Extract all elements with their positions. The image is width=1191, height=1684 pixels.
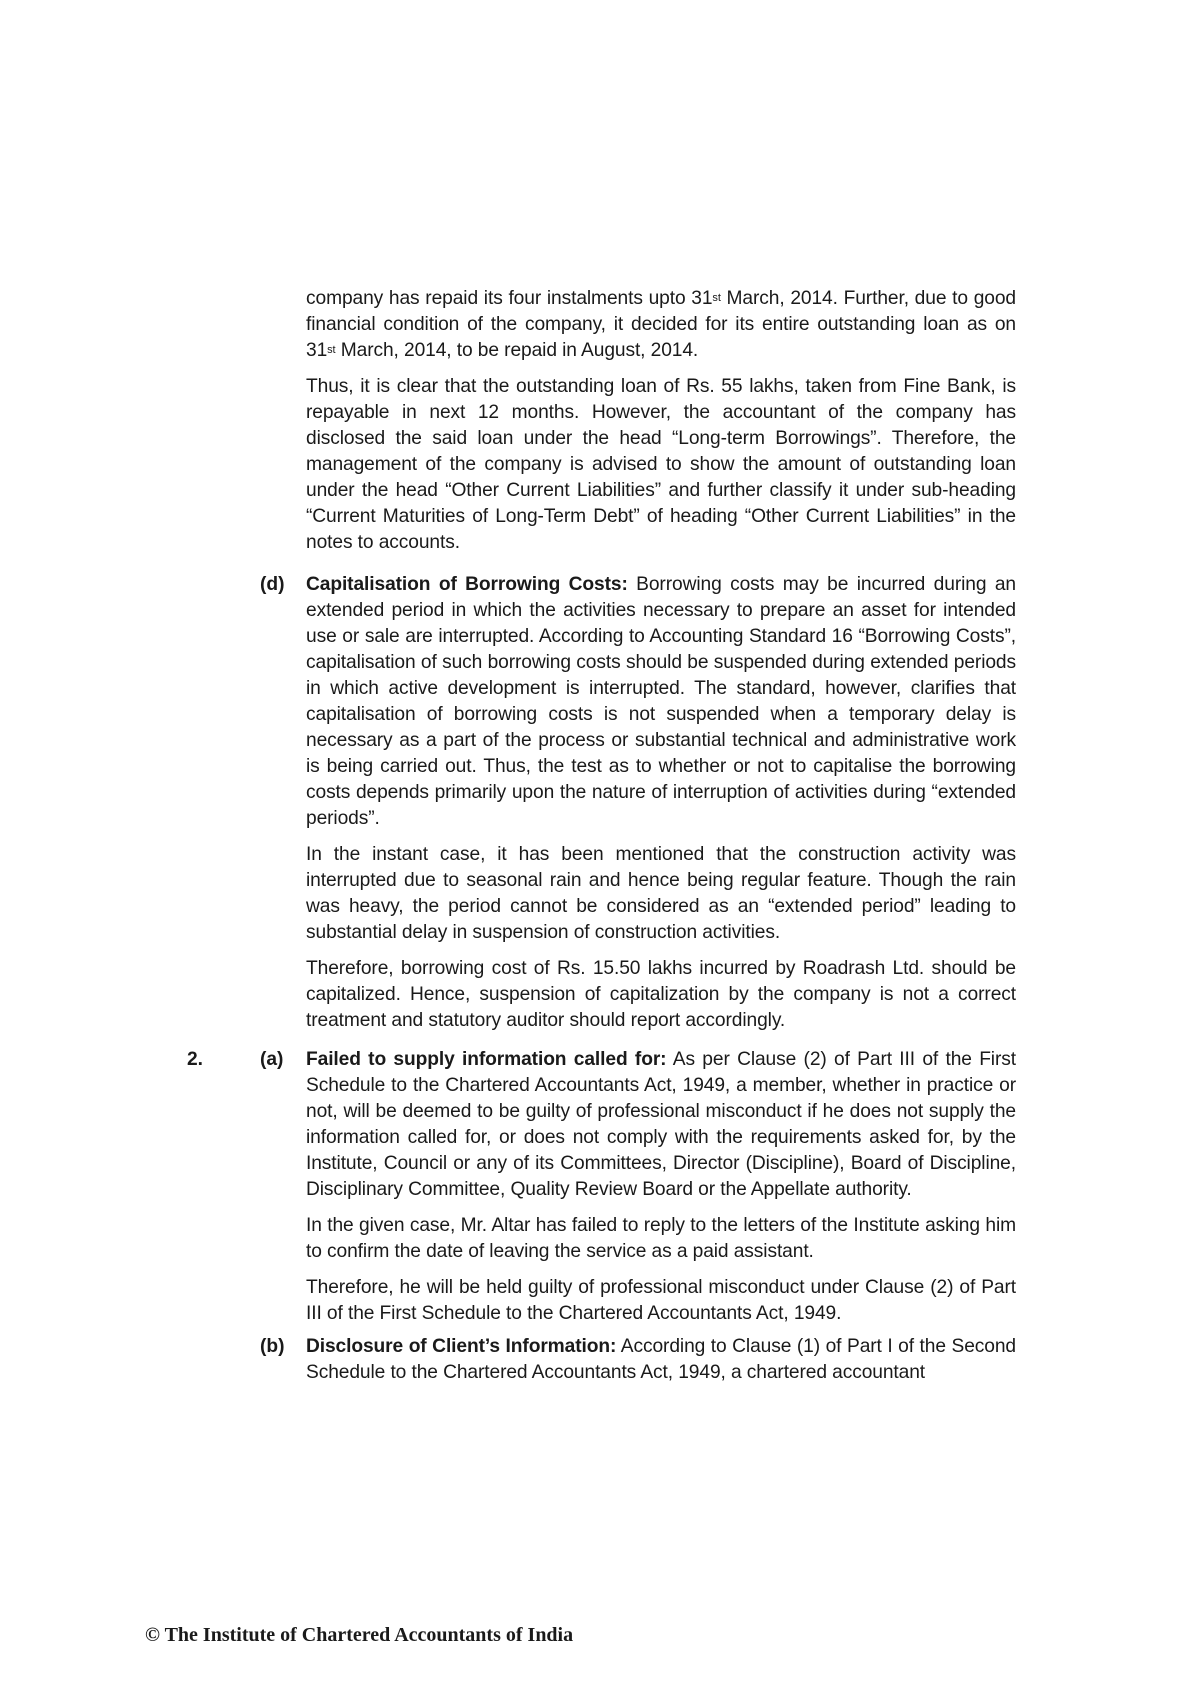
paragraph: Failed to supply information called for: As per Clause (2) of Part III of the First Schedule to the Chartered Accountants Act, 1949, a member, whether in practice or not, will be deemed to be guilty of professional misconduct if he does not supply the information called for, or does not comply with the requirements asked for, by the Institute, Council or any of its Committees, Director (Discipline), Board of Discipline, Disciplinary Committee, Quality Review Board or the Appellate authority. — [306, 1049, 1016, 1200]
continued-section — [306, 286, 1016, 566]
item-heading: Failed to supply information called for: — [306, 1049, 667, 1070]
item-a-section — [306, 1047, 1016, 1337]
item-d-section — [306, 572, 1016, 1044]
item-marker-a: (a) — [260, 1049, 284, 1070]
item-heading: Disclosure of Client’s Information: — [306, 1336, 617, 1357]
paragraph: Therefore, he will be held guilty of professional misconduct under Clause (2) of Part III of the First Schedule to the Chartered Accountants Act, 1949. — [306, 1277, 1016, 1324]
paragraph: In the given case, Mr. Altar has failed to reply to the letters of the Institute asking him to confirm the date of leaving the service as a paid assistant. — [306, 1215, 1016, 1262]
item-marker-b: (b) — [260, 1336, 285, 1357]
paragraph: Disclosure of Client’s Information: According to Clause (1) of Part I of the Second Schedule to the Chartered Accountants Act, 1949, a chartered accountant — [306, 1336, 1016, 1383]
paragraph: Capitalisation of Borrowing Costs: Borrowing costs may be incurred during an extended period in which the activities necessary to prepare an asset for intended use or sale are interrupted. According to Accounting Standard 16 “Borrowing Costs”, capitalisation of such borrowing costs should be suspended during extended periods in which active development is interrupted. The standard, however, clarifies that capitalisation of borrowing costs is not suspended when a temporary delay is necessary as a part of the process or substantial technical and administrative work is being carried out. Thus, the test as to whether or not to capitalise the borrowing costs depends primarily upon the nature of interruption of activities during “extended periods”. — [306, 574, 1016, 829]
item-heading: Capitalisation of Borrowing Costs: — [306, 574, 628, 595]
paragraph: Therefore, borrowing cost of Rs. 15.50 lakhs incurred by Roadrash Ltd. should be capitalized. Hence, suspension of capitalization by the company is not a correct treatment and statutory auditor should report accordingly. — [306, 958, 1016, 1031]
paragraph: In the instant case, it has been mentioned that the construction activity was interrupted due to seasonal rain and hence being regular feature. Though the rain was heavy, the period cannot be considered as an “extended period” leading to substantial delay in suspension of construction activities. — [306, 844, 1016, 943]
paragraph: Thus, it is clear that the outstanding loan of Rs. 55 lakhs, taken from Fine Bank, is repayable in next 12 months. However, the accountant of the company has disclosed the said loan under the head “Long-term Borrowings”. Therefore, the management of the company is advised to show the amount of outstanding loan under the head “Other Current Liabilities” and further classify it under sub-heading “Current Maturities of Long-Term Debt” of heading “Other Current Liabilities” in the notes to accounts. — [306, 376, 1016, 553]
item-marker-d: (d) — [260, 574, 285, 595]
question-number: 2. — [187, 1049, 204, 1070]
paragraph: company has repaid its four instalments upto 31st March, 2014. Further, due to good financial condition of the company, it decided for its entire outstanding loan as on 31st March, 2014, to be repaid in August, 2014. — [306, 288, 1016, 361]
page-footer: © The Institute of Chartered Accountants of India — [145, 1624, 574, 1646]
item-b-section — [306, 1334, 1016, 1396]
